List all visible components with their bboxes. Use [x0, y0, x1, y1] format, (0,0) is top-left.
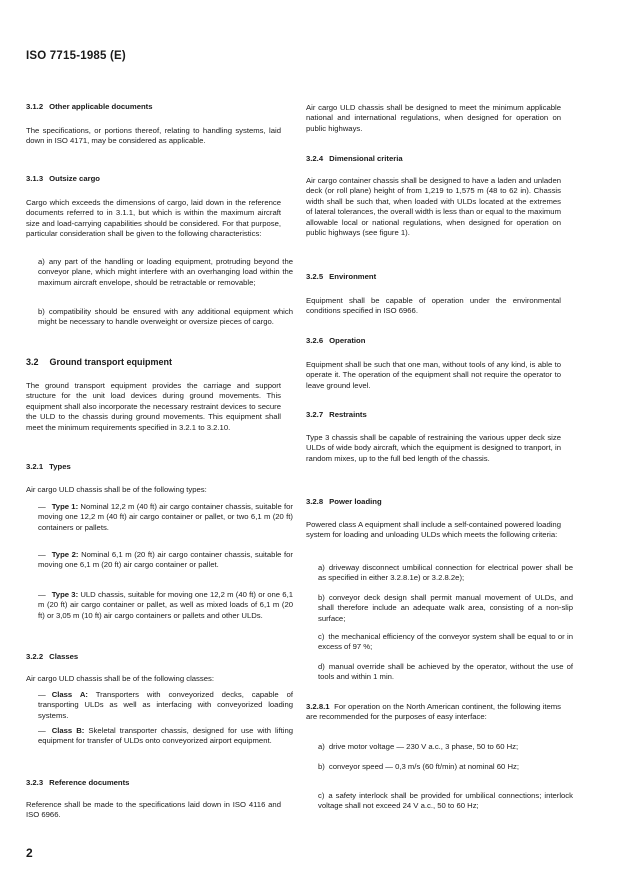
section-3-2-5-heading — [306, 272, 561, 282]
type-label: Type 1: — [51, 502, 79, 511]
class-label: Class A: — [51, 690, 88, 699]
section-number: 3.2 — [26, 357, 39, 367]
class-a-item — [26, 690, 293, 721]
list-item-a — [306, 742, 573, 752]
list-text: a safety interlock shall be provided for umbilical connections; interlock voltage shall not exceed 24 V a.c., 50 to 60 Hz; — [318, 791, 573, 811]
list-item-a — [306, 563, 573, 584]
section-3-2-4-heading — [306, 154, 561, 164]
type-text: ULD chassis, suitable for moving one 12,2 m (40 ft) or one 6,1 m (20 ft) air cargo container or pallet, as well as mixed loads of 6,1 m (20 ft) or 3,05 m (10 ft) air cargo containers or pallets and other ULDs. — [38, 590, 293, 620]
list-item-c — [306, 632, 573, 653]
type-2-item — [26, 550, 293, 571]
section-title: Restraints — [329, 410, 367, 419]
section-number: 3.2.8.1 — [306, 702, 330, 711]
type-label: Type 3: — [51, 590, 79, 599]
list-text: conveyor speed — 0,3 m/s (60 ft/min) at nominal 60 Hz; — [328, 762, 519, 771]
list-text: manual override shall be achieved by the operator, without the use of tools and within 1 min. — [318, 662, 573, 682]
section-text: For operation on the North American continent, the following items are recommended for the purposes of easy interface: — [306, 702, 561, 722]
dash-marker: — — [38, 726, 46, 735]
section-3-2-2-heading — [26, 652, 281, 662]
list-text: conveyor deck design shall permit manual movement of ULDs, and shall therefore include an adequate walk area, consisting of a non-slip surface; — [318, 593, 573, 623]
list-label: b) — [318, 593, 325, 602]
section-number: 3.1.2 — [26, 102, 44, 111]
list-text: driveway disconnect umbilical connection for electrical power shall be as specified in either 3.2.8.1e) or 3.2.8.2e); — [318, 563, 573, 583]
section-3-1-3-heading — [26, 174, 281, 184]
list-item-b — [306, 762, 573, 772]
section-number: 3.2.7 — [306, 410, 324, 419]
list-text: compatibility should be ensured with any additional equipment which might be necessary to handle overweight or oversize pieces of cargo. — [38, 307, 293, 327]
list-text: the mechanical efficiency of the conveyor system shall be equal to or in excess of 97 %; — [318, 632, 573, 652]
section-number: 3.2.5 — [306, 272, 324, 281]
type-text: Nominal 6,1 m (20 ft) air cargo container chassis, suitable for moving one 6,1 m (20 ft) air cargo container or pallet. — [38, 550, 293, 570]
section-number: 3.2.3 — [26, 778, 44, 787]
dash-marker: — — [38, 550, 46, 559]
section-title: Dimensional criteria — [329, 154, 403, 163]
section-number: 3.2.6 — [306, 336, 324, 345]
section-number: 3.2.4 — [306, 154, 324, 163]
section-3-2-3-text: Reference shall be made to the specifications laid down in ISO 4116 and ISO 6966. — [26, 800, 281, 820]
list-text: any part of the handling or loading equipment, protruding beyond the conveyor plane, which might interfere with an overhanging load within the maximum aircraft envelope, should be retractable or removable; — [38, 257, 293, 287]
section-number: 3.2.2 — [26, 652, 44, 661]
list-item-b — [26, 307, 293, 328]
section-3-2-1-text: Air cargo ULD chassis shall be of the following types: — [26, 485, 207, 494]
section-3-1-2-text: The specifications, or portions thereof, relating to handling systems, laid down in ISO 4171, may be considered as applicable. — [26, 126, 281, 146]
class-label: Class B: — [51, 726, 85, 735]
list-label: d) — [318, 662, 325, 671]
section-title: Environment — [329, 272, 377, 281]
section-3-2-text: The ground transport equipment provides the carriage and support structure for the unit load devices during ground movements. This equipment shall also incorporate the necessary restraint devices to secure the ULD to the chassis during ground movements. This equipment shall meet the minimum requirements specified in 3.2.1 to 3.2.10. — [26, 381, 281, 432]
section-3-2-8-1 — [306, 702, 561, 723]
list-label: b) — [318, 762, 325, 771]
section-3-2-7-text: Type 3 chassis shall be capable of restraining the various upper deck size ULDs of wide body aircraft, which the equipment is designed to tranport, in random mixes, up to the full bed length of the chassis. — [306, 433, 561, 463]
section-3-1-2-heading — [26, 102, 281, 112]
section-number: 3.2.1 — [26, 462, 44, 471]
section-number: 3.1.3 — [26, 174, 44, 183]
section-title: Ground transport equipment — [49, 357, 173, 367]
section-3-2-6-text: Equipment shall be such that one man, without tools of any kind, is able to operate it. The operation of the equipment shall not require the operator to leave ground level. — [306, 360, 561, 390]
list-item-c — [306, 791, 573, 812]
dash-marker: — — [38, 690, 46, 699]
list-item-a — [26, 257, 293, 288]
section-title: Types — [49, 462, 71, 471]
section-title: Reference documents — [49, 778, 130, 787]
class-text: Transporters with conveyorized decks, capable of transporting ULDs as well as interfacing with conveyorized loading systems. — [38, 690, 294, 720]
type-1-item — [26, 502, 293, 533]
intro-text: Air cargo ULD chassis shall be designed to meet the minimum applicable national and international regulations, when designed for operation on public highways. — [306, 103, 561, 133]
section-3-2-8-heading — [306, 497, 561, 507]
list-label: c) — [318, 791, 325, 800]
section-3-2-1-heading — [26, 462, 281, 472]
type-label: Type 2: — [51, 550, 79, 559]
section-number: 3.2.8 — [306, 497, 324, 506]
document-header: ISO 7715-1985 (E) — [26, 50, 126, 62]
list-label: a) — [318, 563, 325, 572]
section-3-2-heading — [26, 357, 281, 367]
section-3-2-6-heading — [306, 336, 561, 346]
type-text: Nominal 12,2 m (40 ft) air cargo container chassis, suitable for moving one 12,2 m (40 ft) air cargo container or pallet, or two 6,1 m (20 ft) containers or pallets. — [38, 502, 293, 532]
list-label: a) — [38, 257, 45, 266]
list-label: b) — [38, 307, 45, 316]
page-number: 2 — [26, 846, 33, 860]
list-label: c) — [318, 632, 325, 641]
section-3-2-5-text: Equipment shall be capable of operation under the environmental conditions specified in ISO 6966. — [306, 296, 561, 316]
class-text: Skeletal transporter chassis, designed for use with lifting equipment for transfer of ULDs onto conveyorized airport equipment. — [38, 726, 294, 746]
section-title: Outsize cargo — [49, 174, 100, 183]
list-label: a) — [318, 742, 325, 751]
list-item-d — [306, 662, 573, 683]
section-3-2-8-text: Powered class A equipment shall include a self-contained powered loading system for loading and unloading ULDs which meets the following criteria: — [306, 520, 561, 540]
list-item-b — [306, 593, 573, 624]
dash-marker: — — [38, 590, 46, 599]
section-3-2-2-text: Air cargo ULD chassis shall be of the following classes: — [26, 674, 215, 683]
class-b-item — [26, 726, 293, 747]
section-title: Other applicable documents — [49, 102, 153, 111]
section-title: Classes — [49, 652, 79, 661]
section-title: Operation — [329, 336, 366, 345]
section-title: Power loading — [329, 497, 382, 506]
dash-marker: — — [38, 502, 46, 511]
section-3-1-3-text: Cargo which exceeds the dimensions of cargo, laid down in the reference documents referred to in 3.1.1, but which is within the maximum aircraft size and load-carrying capabilities should be considered. For that purpose, particular consideration shall be given to the following characteristics: — [26, 198, 281, 239]
list-text: drive motor voltage — 230 V a.c., 3 phase, 50 to 60 Hz; — [328, 742, 519, 751]
type-3-item — [26, 590, 293, 621]
section-3-2-3-heading — [26, 778, 281, 788]
section-3-2-4-text: Air cargo container chassis shall be designed to have a laden and unladen deck (or roll plane) height of from 1,219 to 1,575 m (48 to 62 in). Chassis width shall be such that, when loaded with ULDs located at the extremes of lateral tolerances, the overall width is less than or equal to the maximum allowable local or national regulations, when designed for operation on public highways (see figure 1). — [306, 176, 561, 238]
section-3-2-7-heading — [306, 410, 561, 420]
